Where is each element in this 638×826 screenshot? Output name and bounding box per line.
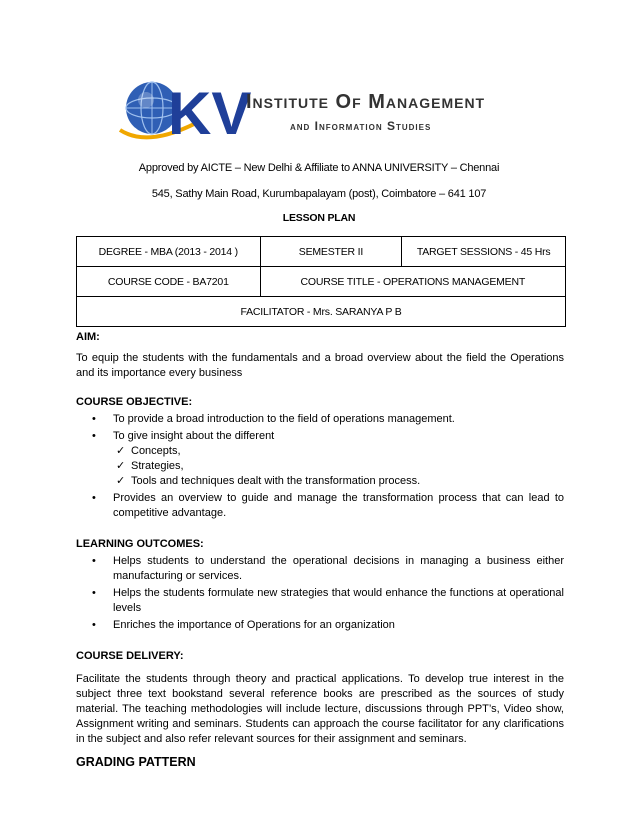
table-row <box>77 267 566 297</box>
checkmark-icon: ✓ <box>116 460 126 472</box>
bullet-icon: • <box>92 413 96 425</box>
course-info-table <box>76 236 566 327</box>
main-content <box>76 330 564 770</box>
list-item: ✓ Strategies, <box>116 460 184 472</box>
checkmark-icon: ✓ <box>116 445 126 457</box>
logo-graphic <box>118 78 528 148</box>
approval-line: Approved by AICTE – New Delhi & Affiliate to ANNA UNIVERSITY – Chennai <box>138 162 500 174</box>
address-line: 545, Sathy Main Road, Kurumbapalayam (post), Coimbatore – 641 107 <box>151 188 487 200</box>
list-item: • Helps students to understand the operational decisions in managing a business either manufacturing or services. <box>92 555 564 582</box>
list-item: ✓ Concepts, <box>116 445 181 457</box>
bullet-icon: • <box>92 619 96 631</box>
list-item: • Provides an overview to guide and manage the transformation process that can lead to competitive advantage. <box>92 492 564 519</box>
facilitator-cell: FACILITATOR - Mrs. SARANYA P B <box>77 297 566 327</box>
list-item: ✓ Tools and techniques dealt with the transformation process. <box>116 475 421 487</box>
course-title-cell: COURSE TITLE - OPERATIONS MANAGEMENT <box>260 267 565 297</box>
grading-pattern-heading: GRADING PATTERN <box>76 755 196 769</box>
target-sessions-cell: TARGET SESSIONS - 45 Hrs <box>402 237 566 267</box>
logo-line1: Institute of Management <box>246 91 486 113</box>
logo-letters: KV <box>168 80 252 147</box>
bullet-icon: • <box>92 587 96 599</box>
list-item: • To provide a broad introduction to the field of operations management. <box>92 413 455 425</box>
course-objective-heading: COURSE OBJECTIVE: <box>76 396 193 408</box>
bullet-icon: • <box>92 492 96 504</box>
list-item: • Enriches the importance of Operations for an organization <box>92 619 395 631</box>
table-row <box>77 237 566 267</box>
list-item: • Helps the students formulate new strategies that would enhance the functions at operational levels <box>92 587 564 614</box>
document-title: LESSON PLAN <box>282 212 356 224</box>
list-item: • To give insight about the different ✓ Concepts, ✓ Strategies, ✓ Tools and techniques dealt with the transformation process. <box>76 429 564 489</box>
course-delivery-heading: COURSE DELIVERY: <box>76 650 184 662</box>
bullet-icon: • <box>92 430 96 442</box>
aim-heading: AIM: <box>76 331 100 343</box>
bullet-icon: • <box>92 555 96 567</box>
course-code-cell: COURSE CODE - BA7201 <box>77 267 261 297</box>
table-row <box>77 297 566 327</box>
semester-cell: SEMESTER II <box>260 237 402 267</box>
learning-outcomes-heading: LEARNING OUTCOMES: <box>76 538 204 550</box>
institute-logo <box>118 78 528 148</box>
objective-sublist <box>113 444 564 489</box>
logo-line2: and Information Studies <box>290 119 432 133</box>
learning-outcomes-list <box>76 554 564 633</box>
degree-cell: DEGREE - MBA (2013 - 2014 ) <box>77 237 261 267</box>
aim-text: To equip the students with the fundamentals and a broad overview about the field the Operations and its importance every business <box>76 352 564 379</box>
checkmark-icon: ✓ <box>116 475 126 487</box>
course-objective-list <box>76 412 564 521</box>
course-delivery-text: Facilitate the students through theory and practical applications. To develop true interest in the subject three text bookstand several reference books are prescribed as the sources of study material. The teaching methodologies will include lecture, discussions through PPT’s, Video show, Assignment writing and seminars. Students can approach the course facilitator for any clarifications in the subject and also refer relevant sources for their assignment and seminars. <box>76 673 564 745</box>
